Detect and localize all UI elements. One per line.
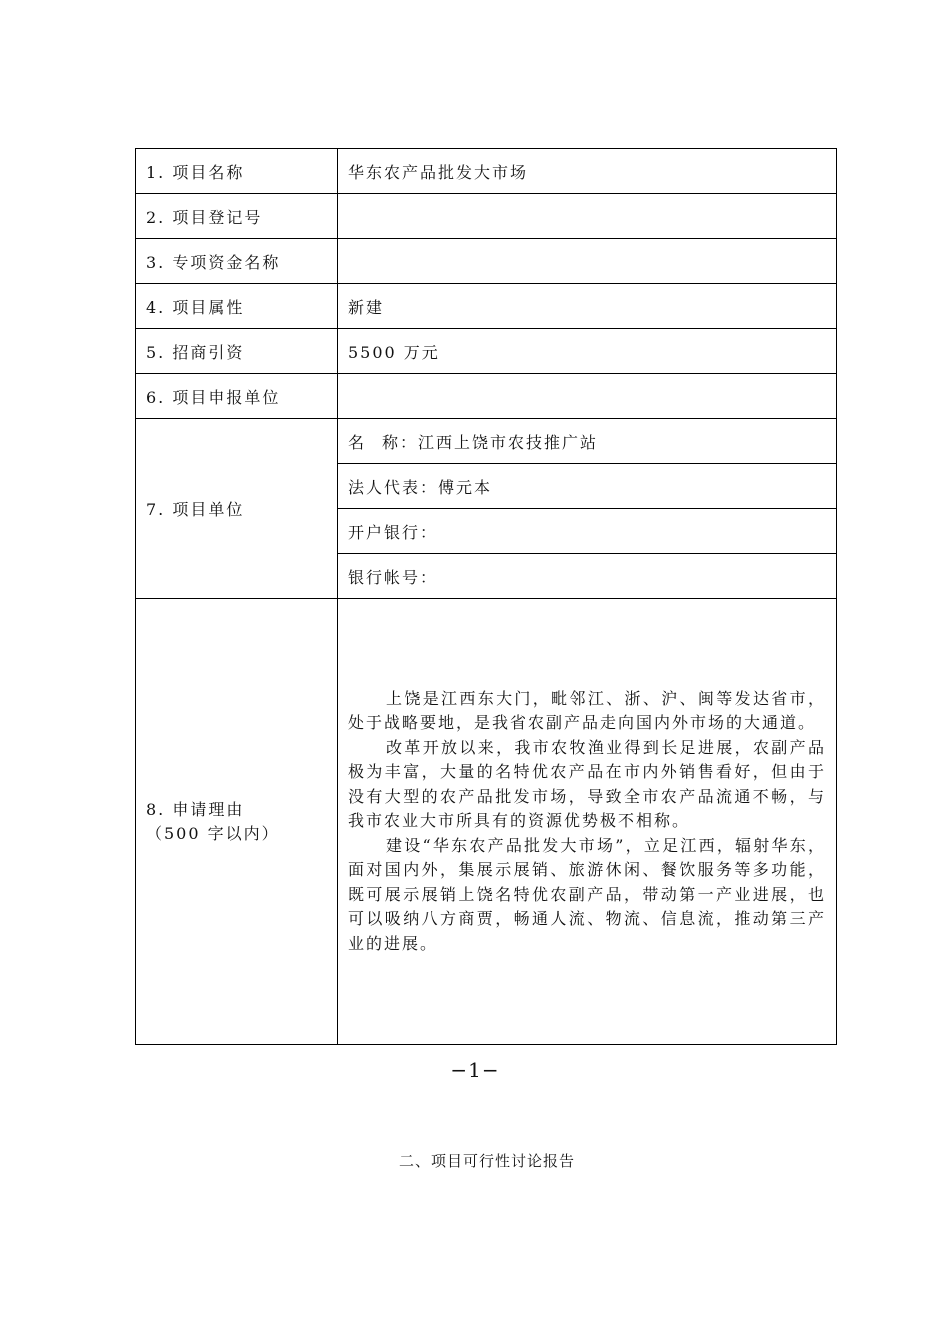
applicant-unit-label: 6. 项目申报单位 [136,374,338,419]
page-number: −1− [450,1058,500,1082]
reason-label [136,599,338,1045]
special-fund-value [338,239,837,284]
investment-value: 5500 万元 [338,329,837,374]
investment-label: 5. 招商引资 [136,329,338,374]
project-name-value: 华东农产品批发大市场 [338,149,837,194]
form-row-investment [136,329,837,374]
registration-number-value [338,194,837,239]
unit-name-field [338,419,837,464]
form-row-special-fund [136,239,837,284]
form-row-project-name [136,149,837,194]
project-unit-label: 7. 项目单位 [136,419,338,599]
form-row-project-attribute [136,284,837,329]
unit-name-prefix: 名 [348,432,367,452]
reason-paragraph: 上饶是江西东大门，毗邻江、浙、沪、闽等发达省市，处于战略要地，是我省农副产品走向国内外市场的大通道。 [348,688,826,733]
project-application-form [135,148,837,1045]
account-field: 银行帐号： [338,554,837,599]
special-fund-label: 3. 专项资金名称 [136,239,338,284]
section-heading: 二、项目可行性讨论报告 [398,1152,575,1170]
reason-label-line1: 8. 申请理由 [146,799,245,819]
applicant-unit-value [338,374,837,419]
reason-paragraph: 改革开放以来，我市农牧渔业得到长足进展，农副产品极为丰富，大量的名特优农产品在市内外销售看好，但由于没有大型的农产品批发市场，导致全市农产品流通不畅，与我市农业大市所具有的资源优势极不相称。 [348,737,826,831]
form-row-registration-number [136,194,837,239]
form-row-unit-name [136,419,837,464]
reason-label-line2: （500 字以内） [146,823,280,843]
form-row-applicant-unit [136,374,837,419]
unit-name-text: 称：江西上饶市农技推广站 [382,432,599,452]
form-row-reason [136,599,837,1045]
reason-text [338,599,837,1045]
legal-representative-field: 法人代表：傅元本 [338,464,837,509]
project-name-label: 1. 项目名称 [136,149,338,194]
project-attribute-value: 新建 [338,284,837,329]
registration-number-label: 2. 项目登记号 [136,194,338,239]
reason-paragraph: 建设“华东农产品批发大市场”，立足江西，辐射华东，面对国内外，集展示展销、旅游休闲、餐饮服务等多功能，既可展示展销上饶名特优农副产品，带动第一产业进展，也可以吸纳八方商贾，畅通人流、物流、信息流，推动第三产业的进展。 [348,835,826,953]
project-attribute-label: 4. 项目属性 [136,284,338,329]
bank-field: 开户银行： [338,509,837,554]
